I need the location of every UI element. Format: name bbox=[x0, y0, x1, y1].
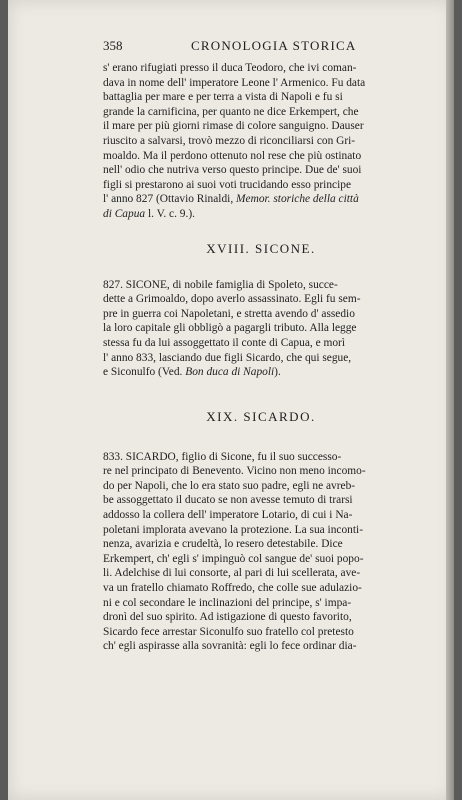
text-line: dette a Grimoaldo, dopo averlo assassinato. Egli fu sem- bbox=[103, 293, 361, 306]
text-line: Erkempert, ch' egli s' impinguò col sangue de' suoi popo- bbox=[103, 552, 364, 565]
text-line-citation-end bbox=[103, 207, 419, 222]
text-line: poletani implorata avevano la protezione. La sua inconti- bbox=[103, 523, 363, 536]
page-header bbox=[103, 38, 419, 58]
text-line: re nel principato di Benevento. Vicino non meno incomo- bbox=[103, 465, 366, 478]
text-line: l' anno 833, lasciando due figli Sicardo, che qui segue, bbox=[103, 351, 352, 364]
text-line: ni e col secondare le inclinazioni del principe, s' impa- bbox=[103, 596, 352, 609]
text-line: va un fratello chiamato Roffredo, che colle sue adulazio- bbox=[103, 582, 362, 595]
reference-end: ). bbox=[274, 366, 281, 379]
text-line: li. Adelchise di lui consorte, al pari di lui scellerata, ave- bbox=[103, 567, 361, 580]
text-line: addosso la collera dell' imperatore Lotario, di cui i Na- bbox=[103, 509, 353, 522]
citation-reference: l. V. c. 9.). bbox=[145, 207, 195, 220]
text-line: nell' odio che nutriva verso questo principe. Due de' suoi bbox=[103, 164, 362, 177]
section-title-sicardo: XIX. SICARDO. bbox=[206, 408, 316, 424]
reference-lead: e Siconulfo (Ved. bbox=[103, 366, 183, 379]
text-line: s' erano rifugiati presso il duca Teodoro, che ivi coman- bbox=[103, 62, 357, 74]
citation-lead: l' anno 827 (Ottavio Rinaldi, bbox=[103, 193, 234, 206]
text-line: riuscito a salvarsi, trovò mezzo di riconciliarsi con Gri- bbox=[103, 134, 356, 147]
page-number: 358 bbox=[103, 38, 123, 53]
text-line: figli si prestarono ai suoi voti trucidando esso principe bbox=[103, 178, 352, 191]
text-line: stessa fu da lui assoggettato il conte di Capua, e morì bbox=[103, 336, 345, 349]
text-line-with-reference bbox=[103, 365, 419, 380]
text-line: moaldo. Ma il perdono ottenuto nol rese che più ostinato bbox=[103, 149, 362, 162]
text-line: la loro capitale gli obbligò a pagargli tributo. Alla legge bbox=[103, 322, 357, 335]
text-line: ch' egli aspirasse alla sovranità: egli lo fece ordinar dia- bbox=[103, 640, 357, 653]
page-gutter bbox=[446, 0, 454, 800]
text-line: nenza, avarizia e crudeltà, lo resero detestabile. Dice bbox=[103, 538, 343, 551]
citation-place: di Capua bbox=[103, 207, 146, 220]
text-line: il mare per più giorni rimase di colore sanguigno. Dauser bbox=[103, 120, 364, 133]
section-title-sicone: XVIII. SICONE. bbox=[206, 240, 316, 256]
text-line: be assoggettato il ducato se non avesse temuto di trarsi bbox=[103, 494, 353, 507]
reference-title: Bon duca di Napoli bbox=[185, 366, 275, 379]
paragraph-sicone bbox=[103, 278, 419, 380]
text-line: pre in guerra coi Napoletani, e stretta avendo d' assedio bbox=[103, 307, 355, 320]
paragraph-sicardo bbox=[103, 450, 419, 654]
text-line: battaglia per mare e per terra a vista di Napoli e fu si bbox=[103, 91, 343, 104]
text-line: do per Napoli, che lo era stato suo padre, egli ne avreb- bbox=[103, 479, 356, 492]
text-line: dronì del suo spirito. Ad istigazione di questo favorito, bbox=[103, 611, 352, 624]
citation-title: Memor. storiche della città bbox=[236, 193, 359, 206]
text-line: 833. SICARDO, figlio di Sicone, fu il suo successo- bbox=[103, 450, 342, 463]
text-line: Sicardo fece arrestar Siconulfo suo fratello col pretesto bbox=[103, 625, 354, 638]
text-line: grande la carnificina, per quanto ne dice Erkempert, che bbox=[103, 105, 359, 118]
text-line: dava in nome dell' imperatore Leone l' Armenico. Fu data bbox=[103, 76, 366, 89]
paragraph-grimoaldo-continued bbox=[103, 61, 419, 222]
text-line-with-citation bbox=[103, 192, 419, 207]
page-text-block bbox=[103, 38, 419, 654]
running-title: CRONOLOGIA STORICA bbox=[191, 38, 357, 53]
text-line: 827. SICONE, di nobile famiglia di Spoleto, succe- bbox=[103, 278, 338, 291]
